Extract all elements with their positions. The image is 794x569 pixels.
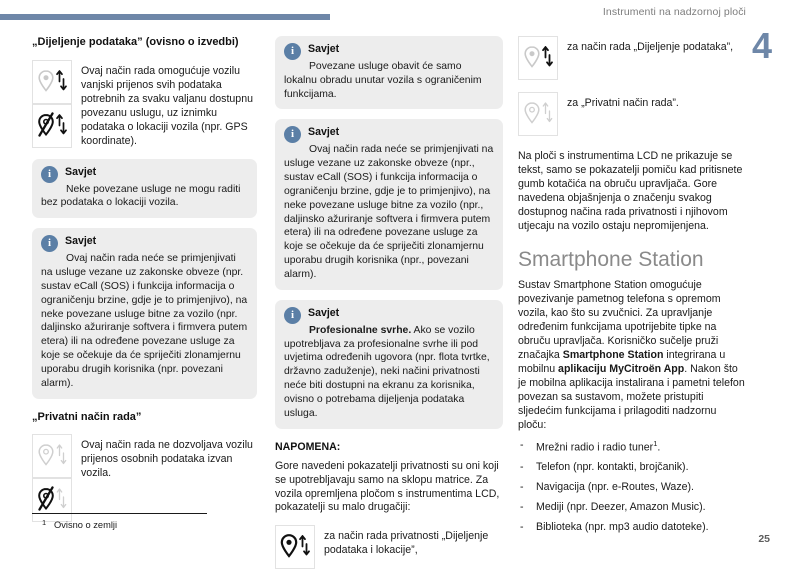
list-item [518, 439, 746, 456]
paragraph-part-3: Korisničko sučelje pruži značajka [518, 334, 719, 361]
paragraph-part-2: Za upravljanje određenim funkcijama upotrijebite tipke na obruču upravljača. [518, 306, 717, 347]
column-one [32, 36, 257, 522]
tip-body: Povezane usluge obavit će samo lokalnu obradu unutar vozila s ograničenim funkcijama. [284, 61, 482, 100]
list-item: - Navigacija (npr. e-Routes, Waze). [518, 481, 746, 495]
icon-row-data-sharing [32, 60, 257, 149]
footnote-label: Ovisno o zemlji [54, 519, 118, 530]
list-item: - Mediji (npr. Deezer, Amazon Music). [518, 501, 746, 515]
tip-title: Savjet [308, 126, 340, 139]
tip-title: Savjet [308, 43, 340, 55]
paragraph-bold-smartphone-station: Smartphone Station [562, 348, 664, 361]
paragraph-smartphone-station [518, 279, 746, 433]
tip-box-legal-obligations [32, 228, 257, 398]
icon-row-private-mode [32, 434, 257, 522]
icon-stack-lcd [275, 525, 315, 569]
footnote-text [32, 519, 207, 531]
pin-grey-arrows-grey-icon [32, 434, 72, 478]
icon-row-description: za način rada „Dijeljenje podataka”, [567, 41, 734, 53]
icon-row-lcd-data-sharing [518, 36, 746, 80]
tip-header [284, 126, 494, 143]
tip-body: Neke povezane usluge ne mogu raditi bez podataka o lokaciji vozila. [41, 183, 241, 209]
footnote [32, 513, 207, 531]
tip-body: Ovaj način rada neće se primjenjivati na usluge vezane uz zakonske obveze (npr. sustav eCall (SOS) i funkcija informacija o ograničenju brzine, gdje je to primjenjivo), na neke povezane usluge bitne za vozilo (npr. daljinsko ažuriranje softvera i firmvera putem etera) ili na određene povezane usluge za koje se očekuje da će spriječiti zlonamjernu uporabu drugih korisnika (npr. povezani alarm). [41, 253, 248, 389]
tip-body-emphasis: Profesionalne svrhe. [309, 324, 412, 336]
tip-header [284, 307, 494, 324]
pin-grey-arrows-black-icon [518, 36, 558, 80]
section-heading-private-mode: „Privatni način rada” [32, 410, 142, 423]
feature-list [518, 439, 746, 535]
chapter-number: 4 [751, 25, 772, 66]
list-item: - Telefon (npr. kontakti, brojčanik). [518, 461, 746, 475]
icon-row-description: za „Privatni način rada”. [567, 97, 679, 109]
pin-slashed-arrows-black-icon [32, 104, 72, 148]
pin-solid-arrows-black-icon [275, 525, 315, 569]
footnote-marker: 1 [42, 517, 47, 527]
page-header [0, 0, 794, 26]
icon-stack-data-sharing [32, 60, 72, 148]
paragraph-part-5: . [684, 362, 688, 375]
paragraph-part-6: Nakon što je mobilna aplikacija instalirana i pametni telefon povezan sa sustavom, možete pristupiti sljedećim funkcijama i prilagoditi nadzornu ploču: [518, 362, 745, 431]
page-number: 25 [758, 533, 770, 545]
info-icon: i [284, 43, 301, 60]
tip-header [41, 235, 248, 252]
tip-box-location-services [32, 159, 257, 219]
tip-header [284, 43, 494, 60]
icon-row-description: za način rada privatnosti „Dijeljenje podataka i lokacije”, [324, 530, 489, 557]
info-icon: i [284, 126, 301, 143]
paragraph-part-4: integrirana u mobilnu [518, 348, 726, 375]
pin-grey-arrows-black-icon [32, 60, 72, 104]
info-icon: i [41, 166, 58, 183]
paragraph-bold-mycitroen-app: aplikaciju MyCitroën App [558, 362, 685, 375]
icon-row-description: Ovaj način rada ne dozvoljava vozilu prijenos osobnih podataka izvan vozila. [81, 439, 253, 480]
icon-row-description: Ovaj način rada omogućuje vozilu vanjski prijenos svih podataka potrebnih za svaku valjanu dostupnu povezanu uslugu, uz iznimku podataka o lokaciji vozila (npr. GPS koordinate). [81, 64, 253, 147]
icon-stack-lcd-private [518, 92, 558, 136]
icon-row-lcd-private [518, 92, 746, 136]
icon-stack-lcd-sharing [518, 36, 558, 80]
tip-box-local-processing [275, 36, 503, 109]
pin-grey-arrows-grey-icon [518, 92, 558, 136]
list-item-suffix: . [657, 441, 661, 454]
section-title-smartphone-station: Smartphone Station [518, 247, 704, 271]
tip-title: Savjet [65, 235, 97, 248]
column-two [275, 36, 503, 569]
list-item-superscript: 1 [653, 438, 658, 448]
tip-body: Ovaj način rada neće se primjenjivati na usluge vezane uz zakonske obveze (npr., sustav eCall (SOS) i funkcija informacija o ograničenju brzine, gdje je to primjenjivo), na neke povezane usluge bitne za vozilo (npr., daljinsko ažuriranje softvera i firmvera putem etera) ili na određene povezane usluge za koje se očekuje da će spriječiti zlonamjernu uporabu drugih korisnika (npr., povezani alarm). [284, 144, 494, 280]
tip-body [284, 324, 494, 421]
footnote-divider [32, 513, 207, 514]
column-three [518, 36, 746, 541]
icon-stack-private-mode [32, 434, 72, 522]
header-rule [0, 14, 330, 20]
paragraph-lcd-behaviour: Na ploči s instrumentima LCD ne prikazuje se tekst, samo se pokazatelji pomiču kad pritisnete gumb kotačića na obruču upravljača. Gore navedena objašnjenja o značenju svakog dostupnog načina rada privatnosti i njihovom utjecaju na vozilo ostaju nepromijenjena. [518, 150, 743, 232]
list-item: - Biblioteka (npr. mp3 audio datoteke). [518, 521, 746, 535]
tip-body-rest: Ako se vozilo upotrebljava za profesionalne svrhe ili pod uvjetima određenih ugovora (npr. flota tvrtke, državno zaduženje), neki načini privatnosti neće biti dostupni na ekranu za korisnika, ovisno o potrebama dijeljenja podataka usluga. [284, 324, 490, 419]
info-icon: i [284, 307, 301, 324]
tip-box-professional-purposes [275, 300, 503, 429]
section-heading-data-sharing: „Dijeljenje podataka” (ovisno o izvedbi) [32, 36, 239, 48]
page-header-title: Instrumenti na nadzornoj ploči [602, 6, 746, 18]
tip-title: Savjet [308, 306, 340, 319]
tip-title: Savjet [65, 165, 97, 178]
tip-box-legal-obligations-2 [275, 119, 503, 289]
note-label: NAPOMENA: [275, 440, 341, 453]
paragraph-part-1: Sustav Smartphone Station omogućuje povezivanje pametnog telefona s opremom vozila, kao što su zvučnici. [518, 278, 721, 319]
list-item-label: Mrežni radio i radio tuner [536, 441, 654, 454]
icon-row-lcd-sharing [275, 525, 503, 569]
info-icon: i [41, 235, 58, 252]
tip-header [41, 166, 248, 183]
note-text: Gore navedeni pokazatelji privatnosti su oni koji se upotrebljavaju samo na sklopu matrice. Za vozila opremljena pločom s instrumentima LCD, pokazatelji su malo drugačiji: [275, 459, 500, 514]
